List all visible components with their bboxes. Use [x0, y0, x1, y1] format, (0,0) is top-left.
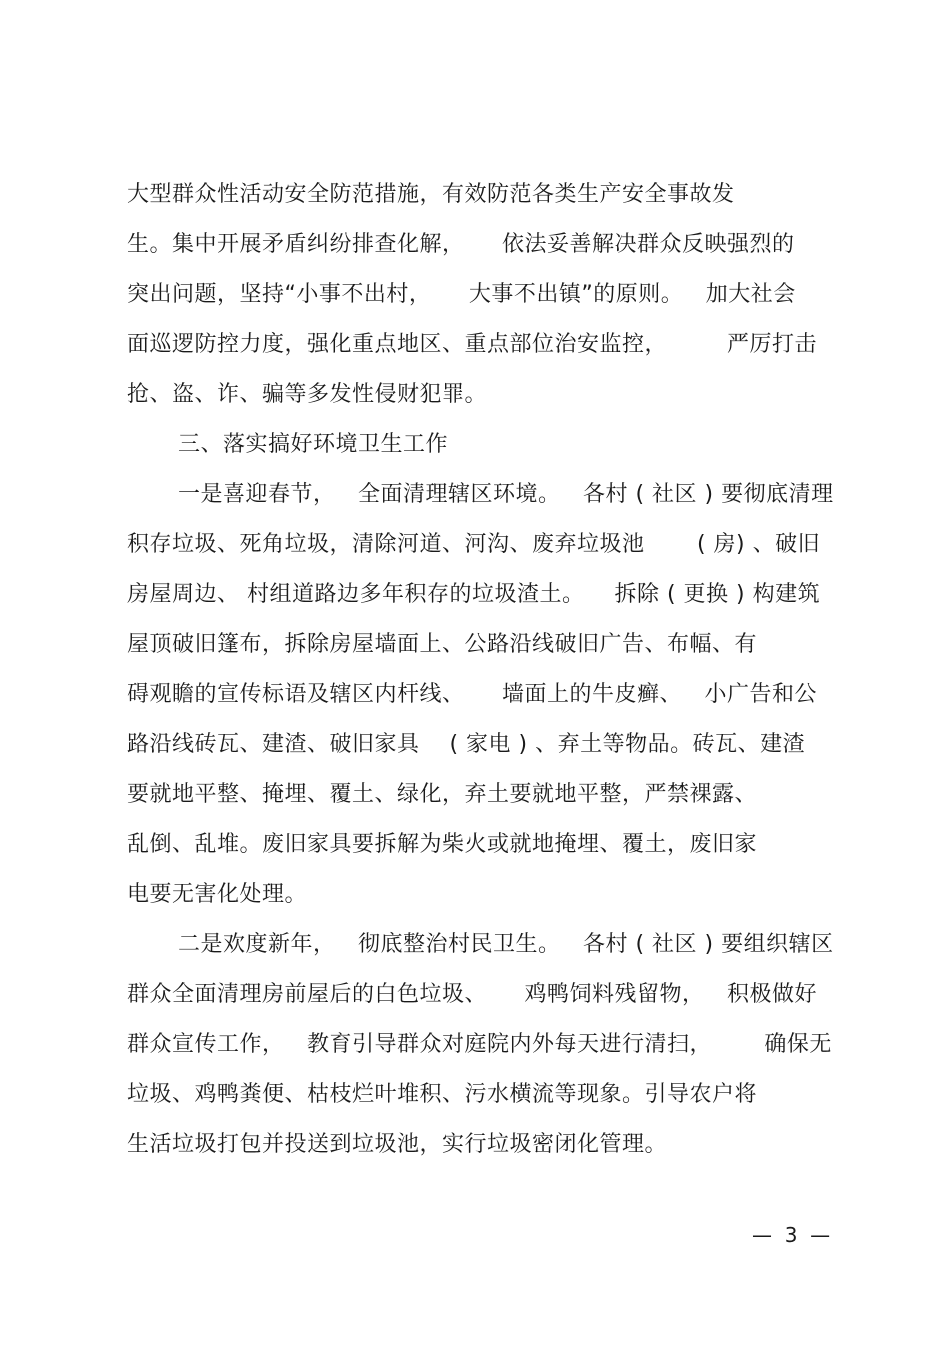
body-line-17: 群众全面清理房前屋后的白色垃圾、 鸡鸭饲料残留物， 积极做好 [127, 982, 817, 1007]
body-line-11: 碍观瞻的宣传标语及辖区内杆线、 墙面上的牛皮癣、 小广告和公 [127, 682, 817, 707]
body-line-13: 要就地平整、掩埋、覆土、绿化，弃土要就地平整，严禁裸露、 [127, 782, 758, 807]
body-line-19: 垃圾、鸡鸭粪便、枯枝烂叶堆积、污水横流等现象。引导农户将 [127, 1082, 758, 1107]
page-number: — 3 — [752, 1223, 831, 1247]
body-line-20: 生活垃圾打包并投送到垃圾池，实行垃圾密闭化管理。 [127, 1132, 668, 1157]
body-line-4: 面巡逻防控力度，强化重点地区、重点部位治安监控， 严厉打击 [127, 332, 817, 357]
body-line-9: 房屋周边、 村组道路边多年积存的垃圾渣土。 拆除 ( 更换 ) 构建筑 [127, 582, 821, 607]
body-line-2: 生。集中开展矛盾纠纷排查化解， 依法妥善解决群众反映强烈的 [127, 232, 795, 257]
body-line-12: 路沿线砖瓦、建渣、破旧家具 ( 家电 ) 、弃土等物品。砖瓦、建渣 [127, 732, 806, 757]
body-line-3: 突出问题，坚持“小事不出村， 大事不出镇”的原则。 加大社会 [127, 282, 796, 307]
body-line-5: 抢、盗、诈、骗等多发性侵财犯罪。 [127, 382, 488, 407]
body-line-10: 屋顶破旧篷布，拆除房屋墙面上、公路沿线破旧广告、布幅、有 [127, 632, 758, 657]
section-heading: 三、落实搞好环境卫生工作 [178, 432, 449, 457]
body-line-18: 群众宣传工作， 教育引导群众对庭院内外每天进行清扫， 确保无 [127, 1032, 832, 1057]
body-line-14: 乱倒、乱堆。废旧家具要拆解为柴火或就地掩埋、覆土，废旧家 [127, 832, 758, 857]
body-line-7: 一是喜迎春节， 全面清理辖区环境。 各村 ( 社区 ) 要彻底清理 [178, 482, 834, 507]
body-line-16: 二是欢度新年， 彻底整治村民卫生。 各村 ( 社区 ) 要组织辖区 [178, 932, 834, 957]
body-line-15: 电要无害化处理。 [127, 882, 308, 907]
body-line-1: 大型群众性活动安全防范措施，有效防范各类生产安全事故发 [127, 182, 735, 207]
body-line-8: 积存垃圾、死角垃圾，清除河道、河沟、废弃垃圾池 ( 房) 、破旧 [127, 532, 821, 557]
